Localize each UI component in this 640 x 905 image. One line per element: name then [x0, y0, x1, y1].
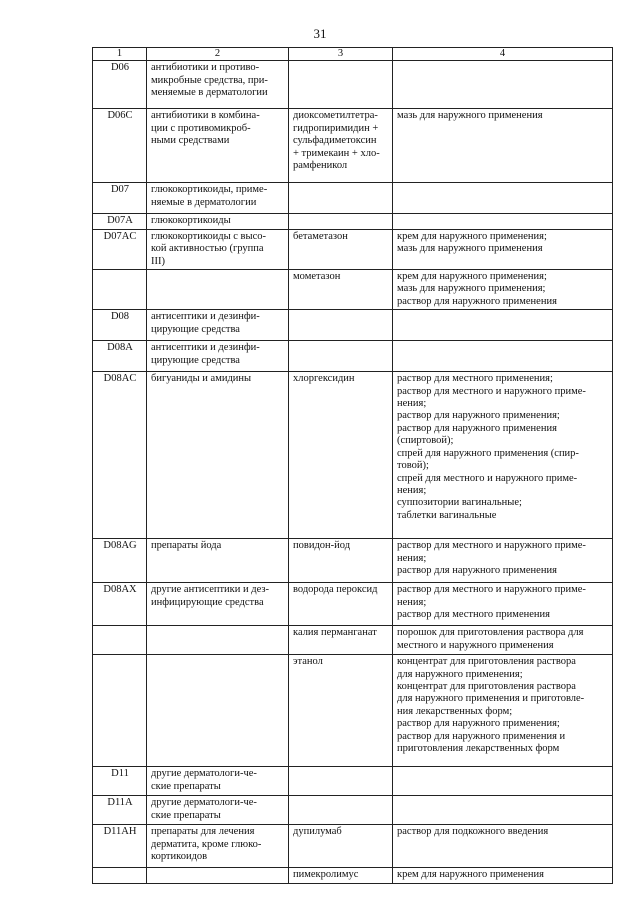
- atc-code-cell: D08AG: [93, 539, 147, 583]
- substance-cell: [289, 767, 393, 796]
- table-row: [93, 825, 613, 868]
- forms-line: раствор для наружного применения: [397, 422, 557, 434]
- substance-line: дупилумаб: [293, 826, 342, 838]
- anatomical-group-cell: [147, 767, 289, 796]
- anatomical-group-cell: [147, 61, 289, 109]
- atc-code-cell: D11AH: [93, 825, 147, 868]
- anatomical-group-cell: [147, 868, 289, 883]
- dosage-forms-cell: [393, 372, 613, 539]
- substance-line: водорода пероксид: [293, 584, 378, 596]
- forms-line: концентрат для приготовления раствора: [397, 681, 576, 693]
- group-line: антибиотики в комбина-: [151, 110, 260, 122]
- forms-line: раствор для местного и наружного приме-: [397, 540, 586, 552]
- anatomical-group-cell: [147, 825, 289, 868]
- atc-code-cell: D08AC: [93, 372, 147, 539]
- group-line: цирующие средства: [151, 323, 240, 335]
- page-number: 31: [313, 26, 327, 41]
- atc-code-cell: [93, 655, 147, 767]
- group-line: ские препараты: [151, 780, 221, 792]
- atc-code-cell: [93, 270, 147, 310]
- substance-line: калия перманганат: [293, 627, 377, 639]
- substance-cell: [289, 868, 393, 883]
- substance-cell: [289, 583, 393, 626]
- substance-cell: [289, 539, 393, 583]
- group-line: меняемые в дерматологии: [151, 87, 268, 99]
- group-line: другие дерматологи-че-: [151, 797, 257, 809]
- dosage-forms-cell: [393, 655, 613, 767]
- forms-line: порошок для приготовления раствора для: [397, 627, 584, 639]
- group-line: инфицирующие средства: [151, 596, 264, 608]
- substance-line: хлоргексидин: [293, 373, 355, 385]
- group-line: III): [151, 255, 165, 267]
- forms-line: раствор для наружного применения;: [397, 718, 560, 730]
- forms-line: крем для наружного применения;: [397, 271, 547, 283]
- forms-line: раствор для наружного применения;: [397, 410, 560, 422]
- substance-cell: [289, 214, 393, 229]
- table-row: [93, 229, 613, 269]
- table-row: [93, 372, 613, 539]
- table-row: [93, 61, 613, 109]
- forms-line: спрей для наружного применения (спир-: [397, 447, 579, 459]
- forms-line: спрей для местного и наружного приме-: [397, 472, 578, 484]
- dosage-forms-cell: [393, 310, 613, 341]
- group-line: микробные средства, при-: [151, 74, 268, 86]
- group-line: другие дерматологи-че-: [151, 768, 257, 780]
- substance-cell: [289, 372, 393, 539]
- table-row: [93, 539, 613, 583]
- table-row: [93, 109, 613, 183]
- group-line: няемые в дерматологии: [151, 196, 257, 208]
- table-body: [93, 61, 613, 883]
- table-row: [93, 626, 613, 655]
- substance-cell: [289, 825, 393, 868]
- atc-code-cell: [93, 626, 147, 655]
- substance-line: бетаметазон: [293, 230, 348, 242]
- group-line: кортикоидов: [151, 851, 208, 863]
- table-row: [93, 583, 613, 626]
- dosage-forms-cell: [393, 583, 613, 626]
- table-row: [93, 270, 613, 310]
- table-row: [93, 214, 613, 229]
- substance-line: повидон-йод: [293, 540, 351, 552]
- anatomical-group-cell: [147, 539, 289, 583]
- group-line: другие антисептики и дез-: [151, 584, 270, 596]
- atc-code-cell: D08AX: [93, 583, 147, 626]
- forms-line: суппозитории вагинальные;: [397, 497, 522, 509]
- group-line: препараты йода: [151, 540, 222, 552]
- dosage-forms-cell: [393, 796, 613, 825]
- header-col-2: 2: [147, 48, 289, 61]
- atc-code-cell: [93, 868, 147, 883]
- substance-line: гидропиримидин +: [293, 122, 379, 134]
- group-line: антисептики и дезинфи-: [151, 311, 260, 323]
- table-row: [93, 655, 613, 767]
- substance-cell: [289, 183, 393, 214]
- anatomical-group-cell: [147, 310, 289, 341]
- table-row: [93, 183, 613, 214]
- dosage-forms-cell: [393, 214, 613, 229]
- atc-code-cell: D07AC: [93, 229, 147, 269]
- atc-code-cell: D11: [93, 767, 147, 796]
- table-row: [93, 310, 613, 341]
- table-row: [93, 767, 613, 796]
- substance-cell: [289, 626, 393, 655]
- dosage-forms-cell: [393, 229, 613, 269]
- forms-line: крем для наружного применения: [397, 869, 545, 881]
- group-line: антибиотики и противо-: [151, 62, 260, 74]
- dosage-forms-cell: [393, 61, 613, 109]
- anatomical-group-cell: [147, 214, 289, 229]
- substance-cell: [289, 109, 393, 183]
- substance-cell: [289, 229, 393, 269]
- table-row: [93, 341, 613, 372]
- group-line: антисептики и дезинфи-: [151, 342, 260, 354]
- anatomical-group-cell: [147, 372, 289, 539]
- group-line: дерматита, кроме глюко-: [151, 838, 262, 850]
- anatomical-group-cell: [147, 655, 289, 767]
- dosage-forms-cell: [393, 626, 613, 655]
- table-row: [93, 868, 613, 883]
- forms-line: мазь для наружного применения: [397, 110, 543, 122]
- group-line: ские препараты: [151, 809, 221, 821]
- substance-line: мометазон: [293, 271, 341, 283]
- forms-line: нения;: [397, 484, 427, 496]
- dosage-forms-cell: [393, 825, 613, 868]
- anatomical-group-cell: [147, 270, 289, 310]
- group-line: глюкокортикоиды: [151, 215, 231, 227]
- dosage-forms-cell: [393, 868, 613, 883]
- anatomical-group-cell: [147, 583, 289, 626]
- atc-code-cell: D06: [93, 61, 147, 109]
- forms-line: раствор для подкожного введения: [397, 826, 549, 838]
- anatomical-group-cell: [147, 109, 289, 183]
- forms-line: раствор для местного и наружного приме-: [397, 584, 586, 596]
- substance-line: рамфеникол: [293, 160, 348, 172]
- drug-table: [92, 47, 613, 884]
- forms-line: раствор для наружного применения и: [397, 730, 566, 742]
- dosage-forms-cell: [393, 270, 613, 310]
- forms-line: ния лекарственных форм;: [397, 705, 513, 717]
- forms-line: нения;: [397, 596, 427, 608]
- dosage-forms-cell: [393, 109, 613, 183]
- group-line: ными средствами: [151, 135, 230, 147]
- forms-line: для наружного применения;: [397, 668, 523, 680]
- forms-line: концентрат для приготовления раствора: [397, 656, 576, 668]
- atc-code-cell: D07: [93, 183, 147, 214]
- substance-cell: [289, 796, 393, 825]
- forms-line: раствор для наружного применения: [397, 565, 557, 577]
- forms-line: товой);: [397, 460, 429, 472]
- anatomical-group-cell: [147, 626, 289, 655]
- atc-code-cell: D08A: [93, 341, 147, 372]
- substance-line: пимекролимус: [293, 869, 359, 881]
- group-line: препараты для лечения: [151, 826, 255, 838]
- group-line: цирующие средства: [151, 354, 240, 366]
- forms-line: нения;: [397, 552, 427, 564]
- substance-line: сульфадиметоксин: [293, 135, 377, 147]
- anatomical-group-cell: [147, 341, 289, 372]
- forms-line: таблетки вагинальные: [397, 509, 497, 521]
- forms-line: крем для наружного применения;: [397, 230, 547, 242]
- forms-line: (спиртовой);: [397, 435, 454, 447]
- atc-code-cell: D07A: [93, 214, 147, 229]
- substance-line: + тримекаин + хло-: [293, 147, 380, 159]
- forms-line: раствор для местного применения: [397, 609, 550, 621]
- forms-line: раствор для местного применения;: [397, 373, 553, 385]
- anatomical-group-cell: [147, 796, 289, 825]
- atc-code-cell: D11A: [93, 796, 147, 825]
- forms-line: приготовления лекарственных форм: [397, 743, 560, 755]
- forms-line: раствор для наружного применения: [397, 295, 557, 307]
- substance-cell: [289, 341, 393, 372]
- anatomical-group-cell: [147, 183, 289, 214]
- substance-line: диоксометилтетра-: [293, 110, 378, 122]
- header-col-3: 3: [289, 48, 393, 61]
- substance-cell: [289, 61, 393, 109]
- group-line: бигуаниды и амидины: [151, 373, 252, 385]
- header-col-1: 1: [93, 48, 147, 61]
- dosage-forms-cell: [393, 539, 613, 583]
- table-row: [93, 796, 613, 825]
- forms-line: мазь для наружного применения;: [397, 283, 546, 295]
- group-line: глюкокортикоиды, приме-: [151, 184, 268, 196]
- group-line: ции с противомикроб-: [151, 122, 251, 134]
- group-line: кой активностью (группа: [151, 243, 264, 255]
- substance-cell: [289, 270, 393, 310]
- dosage-forms-cell: [393, 183, 613, 214]
- forms-line: мазь для наружного применения: [397, 243, 543, 255]
- group-line: глюкокортикоиды с высо-: [151, 230, 266, 242]
- forms-line: для наружного применения и приготовле-: [397, 693, 585, 705]
- substance-line: этанол: [293, 656, 323, 668]
- anatomical-group-cell: [147, 229, 289, 269]
- forms-line: местного и наружного применения: [397, 639, 554, 651]
- header-row: [93, 48, 613, 61]
- substance-cell: [289, 310, 393, 341]
- forms-line: нения;: [397, 398, 427, 410]
- atc-code-cell: D06C: [93, 109, 147, 183]
- forms-line: раствор для местного и наружного приме-: [397, 385, 586, 397]
- dosage-forms-cell: [393, 767, 613, 796]
- dosage-forms-cell: [393, 341, 613, 372]
- substance-cell: [289, 655, 393, 767]
- atc-code-cell: D08: [93, 310, 147, 341]
- header-col-4: 4: [393, 48, 613, 61]
